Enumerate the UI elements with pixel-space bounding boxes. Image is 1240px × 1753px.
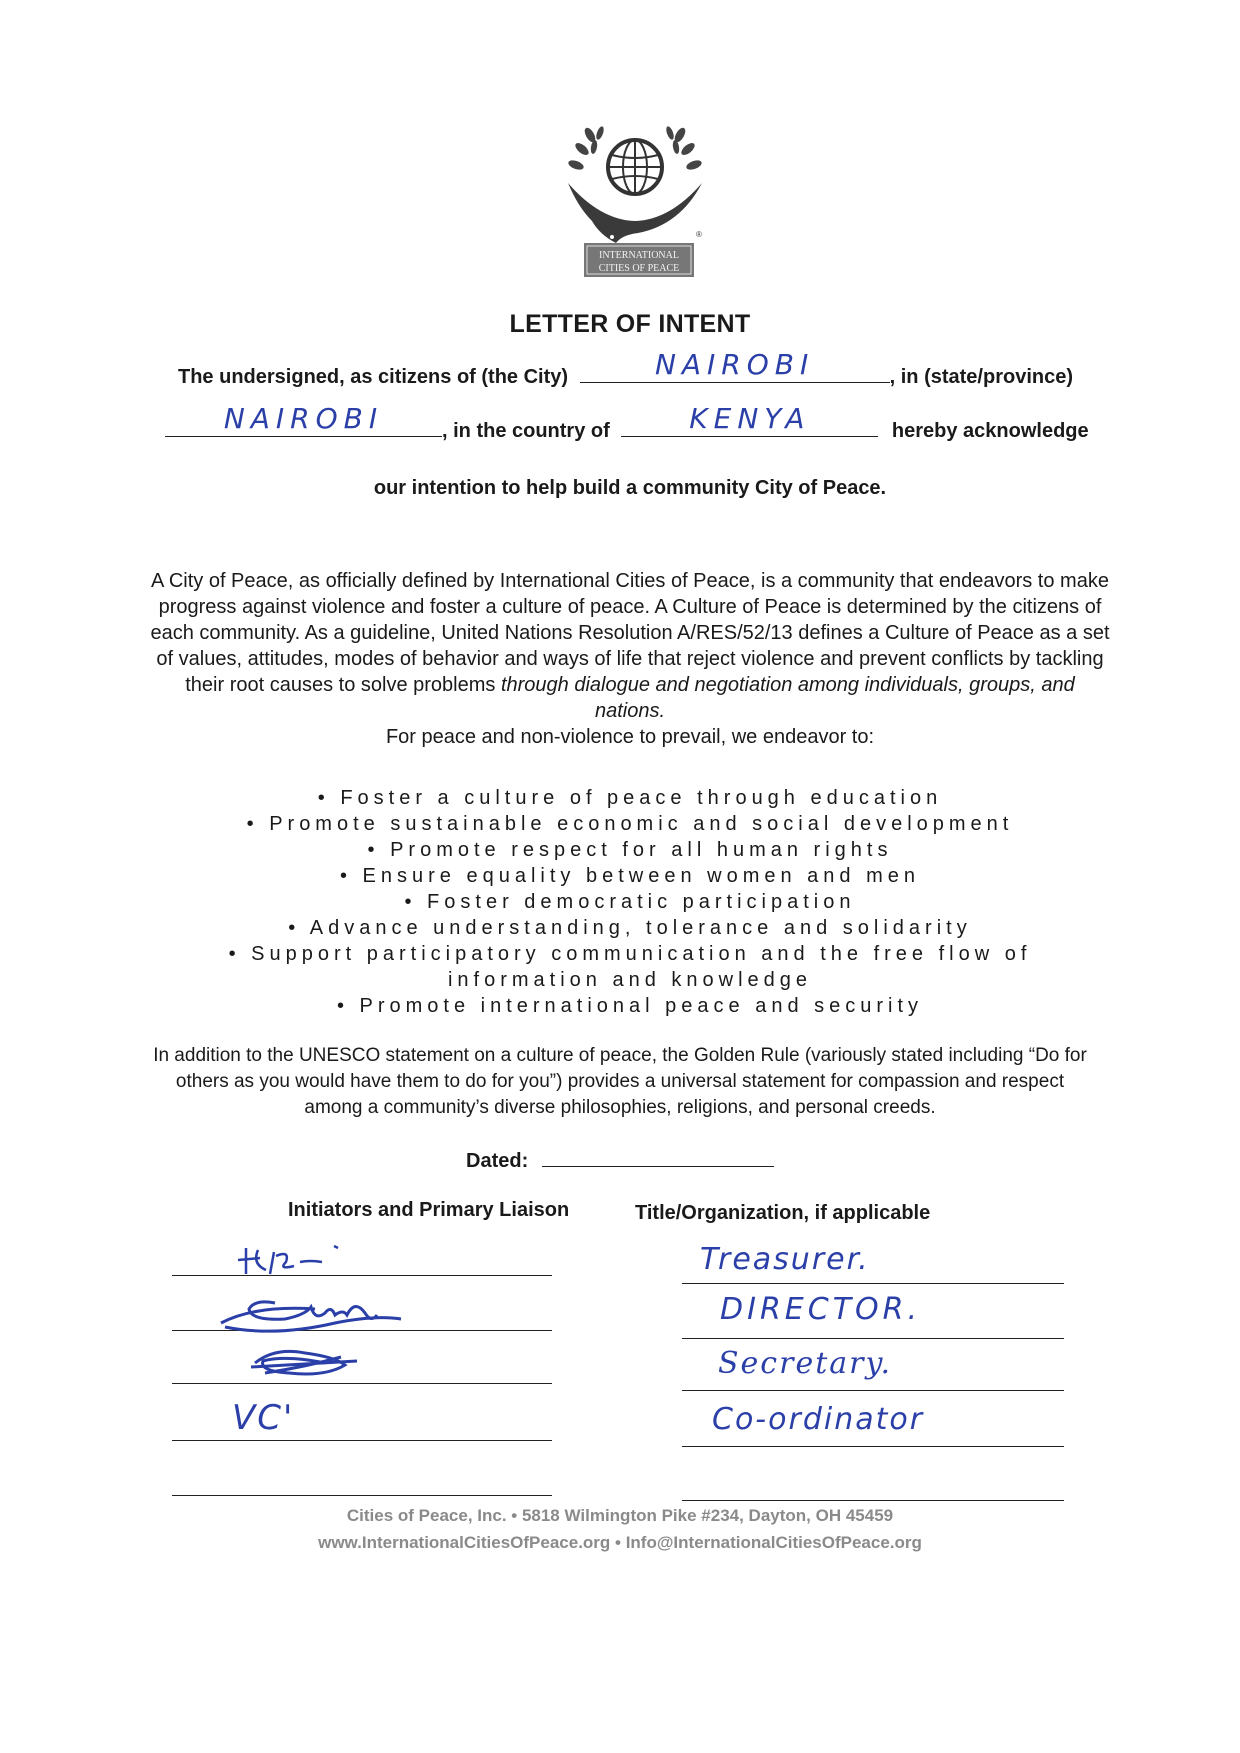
signature-4: VC' <box>232 1398 295 1438</box>
declaration-line-2 <box>165 402 1089 443</box>
footer <box>0 1502 1240 1556</box>
svg-text:®: ® <box>696 230 702 239</box>
endeavor-item: • Ensure equality between women and men <box>339 865 920 887</box>
initiator-line-4[interactable] <box>172 1440 552 1441</box>
intention-statement: our intention to help build a community City of Peace. <box>373 477 887 499</box>
declaration-line-1 <box>178 348 1073 389</box>
endeavor-item: • Promote sustainable economic and social development <box>246 813 1014 835</box>
declaration-prefix: The undersigned, as citizens of (the City) <box>178 366 569 388</box>
initiator-line-1[interactable] <box>172 1275 552 1276</box>
country-value: KENYA <box>689 402 811 435</box>
city-field[interactable] <box>580 348 890 383</box>
initiator-line-5[interactable] <box>172 1495 552 1496</box>
endeavor-item: • Foster a culture of peace through education <box>317 787 943 809</box>
state-field[interactable] <box>165 402 442 437</box>
declaration-line1-suffix: , in (state/province) <box>889 366 1073 388</box>
logo-text-line2: CITIES OF PEACE <box>598 263 680 274</box>
city-value: NAIROBI <box>654 348 815 381</box>
dated-row <box>466 1146 774 1173</box>
title-value-3: Secretary. <box>718 1346 892 1381</box>
endeavor-item: • Support participatory communication and the free flow of information and knowledge <box>228 943 1032 991</box>
endeavor-item: • Promote international peace and security <box>336 995 924 1017</box>
endeavor-item: • Advance understanding, tolerance and solidarity <box>288 917 972 939</box>
dated-field[interactable] <box>542 1146 774 1167</box>
title-line-4[interactable] <box>682 1446 1064 1447</box>
city-of-peace-definition <box>150 568 1110 750</box>
dated-label: Dated: <box>466 1150 529 1172</box>
initiators-header: Initiators and Primary Liaison <box>288 1199 570 1221</box>
endeavor-item: • Promote respect for all human rights <box>367 839 893 861</box>
title-line-3[interactable] <box>682 1390 1064 1391</box>
title-line-5[interactable] <box>682 1500 1064 1501</box>
title-value-2: DIRECTOR. <box>720 1292 922 1327</box>
country-field[interactable] <box>621 402 878 437</box>
definition-closing: For peace and non-violence to prevail, we endeavor to: <box>385 726 875 748</box>
international-cities-of-peace-logo <box>560 125 710 280</box>
definition-text: A City of Peace, as officially defined by International Cities of Peace, is a community that endeavors to make progress against violence and foster a culture of peace. A Culture of Peace is determined by the citizens of each community. As a guideline, United Nations Resolution A/RES/52/13 defines a Culture of Peace as a set of values, attitudes, modes of behavior and ways of life that reject violence and prevent conflicts by tackling their root causes to solve problems <box>150 570 1110 696</box>
signature-3 <box>245 1343 365 1383</box>
title-line-2[interactable] <box>682 1338 1064 1339</box>
title-value-1: Treasurer. <box>700 1242 870 1277</box>
endeavor-item: • Foster democratic participation <box>404 891 856 913</box>
acknowledge-text: hereby acknowledge <box>891 420 1089 442</box>
footer-contact: www.InternationalCitiesOfPeace.org • Info@InternationalCitiesOfPeace.org <box>318 1533 922 1552</box>
definition-italic-text: through dialogue and negotiation among individuals, groups, and nations. <box>500 674 1075 722</box>
country-label: , in the country of <box>442 420 610 442</box>
state-value: NAIROBI <box>223 402 384 435</box>
footer-address: Cities of Peace, Inc. • 5818 Wilmington Pike #234, Dayton, OH 45459 <box>346 1506 894 1525</box>
globe-dove-laurel-icon <box>560 125 710 280</box>
title-line-1[interactable] <box>682 1283 1064 1284</box>
signature-1 <box>230 1240 360 1280</box>
title-value-4: Co-ordinator <box>712 1402 925 1437</box>
endeavor-list <box>150 785 1110 1019</box>
logo-text-line1: INTERNATIONAL <box>599 250 679 261</box>
document-title: LETTER OF INTENT <box>509 310 751 338</box>
initiator-line-3[interactable] <box>172 1383 552 1384</box>
golden-rule-paragraph: In addition to the UNESCO statement on a culture of peace, the Golden Rule (variously stated including “Do for others as you would have them to do for you”) provides a universal statement for compassion and respect among a community’s diverse philosophies, religions, and personal creeds. <box>153 1045 1087 1118</box>
signature-2 <box>215 1285 415 1345</box>
titles-header: Title/Organization, if applicable <box>635 1202 931 1224</box>
